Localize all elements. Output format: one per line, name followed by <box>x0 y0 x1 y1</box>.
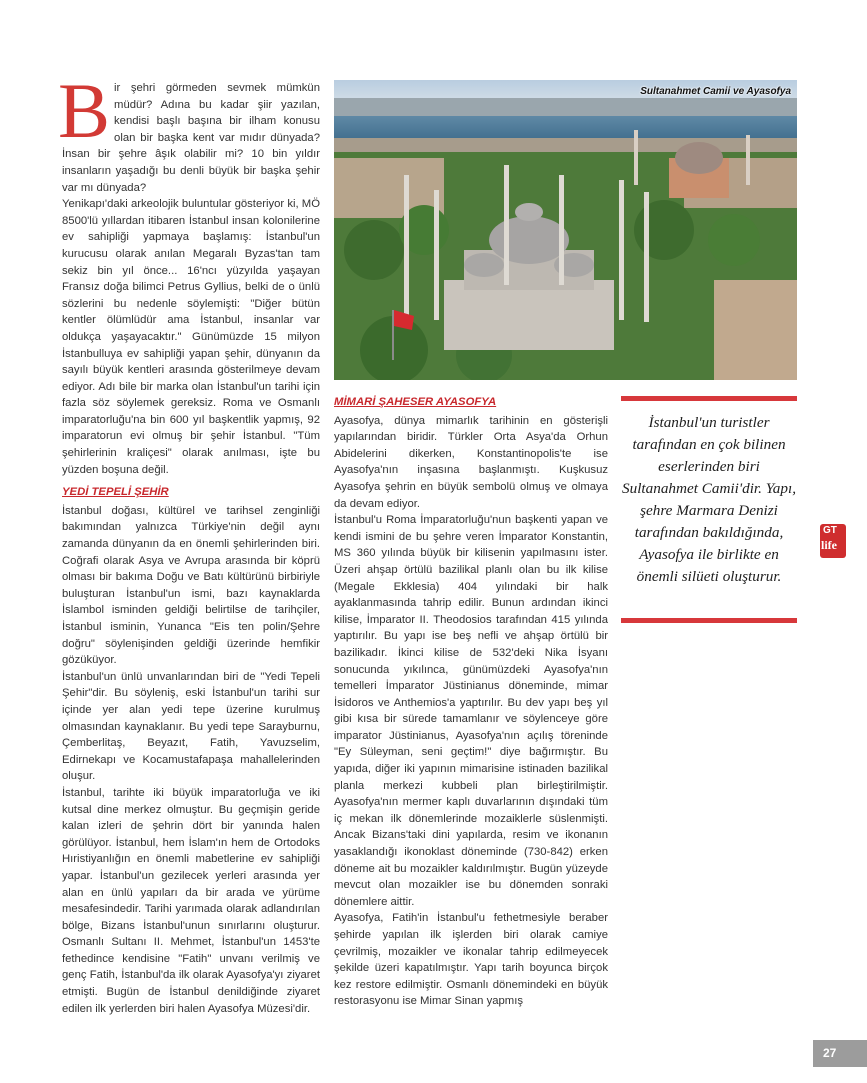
section-heading-ayasofya: MİMARİ ŞAHESER AYASOFYA <box>334 396 497 408</box>
photo-illustration <box>334 80 797 380</box>
pull-quote: İstanbul'un turistler tarafından en çok bilinen eserlerinden biri Sultanahmet Camii'dir. Yapı, şehre Marmara Denizi tarafından bakıldığında, Ayasofya ile birlikte en önemli silüeti oluşturur. <box>622 414 796 585</box>
quote-bottom-bar <box>621 618 797 623</box>
logo-top-text: GT <box>823 525 837 536</box>
paragraph: İstanbul'u Roma İmparatorluğu'nun başkenti yapan ve kendi ismini de bu şehre veren İmparator Konstantin, MS 360 yılında büyük bir kilisenin yapılmasını ister. Üzeri ahşap örtülü bazilikal planlı olan bu ilk kilise (Megale Ekklesia) 404 yılındaki bir halk ayaklanmasında tahrip edilir. Bunun ardından ikinci kilise, İmparator II. Theodosios tarafından 415 yılında yaptırılır. Bu yapı ise beş nefli ve ahşap örtülü bir bazilikadır. İkinci kilise de 532'deki Nika İsyanı sonucunda yıkılınca, günümüzdeki Ayasofya'nın temelleri İmparator Jüstinianus döneminde, mimar İsidoros ve Anthemios'a yaptırılır. Bu dev yapı beş yıl gibi kısa bir sürede tamamlanır ve söylenceye göre imparator Jüstinianus, Ayasofya'nın açılış töreninde "Ey Süleyman, seni geçtim!" diye bağırmıştır. Bu yapıda, diğer iki yapının mimarisine istinaden bazilikal planla merkezi kubbeli plan birleştirilmiştir. Ayasofya'nın mermer kaplı duvarlarının dışındaki tüm iç mekan ilk dönemlerinde mozaiklerle süslenmişti. Ancak Bizans'taki dini yapılarda, resim ve ikonanın yasaklandığı ikonoklast döneminde (730-842) erken döneme ait bu mozaikler kaldırılmıştır. Bugün yüzeyde mevcut olan mozaikler ise bu dönemden sonraki dönemlere aittir. <box>334 514 608 908</box>
magazine-logo <box>820 524 846 558</box>
paragraph: İstanbul doğası, kültürel ve tarihsel zenginliği bakımından yalnızca Türkiye'nin değil aynı zamanda dünyanın da en önemli şehirlerinden biri. Coğrafi olarak Asya ve Avrupa arasında bir köprü olması bir bakıma Doğu ve Batı kültürünü birbiriyle buluşturan İstanbul'un ismi, bazı kaynaklarda İslambol isminden geldiği belirtilse de tarihçiler, İstanbul isminin, Yunanca "Eis ten polin/Şehre doğru" söylenişinden geldiği üzerinde hemfikir gözüküyor. <box>62 504 320 667</box>
paragraph: İstanbul'un ünlü unvanlarından biri de "Yedi Tepeli Şehir"dir. Bu söyleniş, eski İstanbul'un tarihi sur içinde yer alan yedi tepe üzerine kurulmuş olmasından kaynaklanır. Bu yedi tepe Sarayburnu, Çemberlitaş, Beyazıt, Fatih, Yavuzselim, Edirnekapı ve Kocamustafapaşa mahallelerinden oluşur. <box>62 670 320 783</box>
intro-paragraph: ir şehri görmeden sevmek mümkün müdür? Adına bu kadar şiir yazılan, kendisi başlı başına bir ilham konusu olan bir başka kent var mıdır dünyada? İnsan bir şehre âşık olabilir mi? 10 bin yıldır insanların yaşadığı bu denli büyük bir başka şehir var mı dünyada? <box>62 82 320 194</box>
paragraph: Ayasofya, Fatih'in İstanbul'u fethetmesiyle beraber şehirde yapılan ilk işlerden biri olarak camiye çevrilmiş, mozaikler ve ikonalar tahrip edilmeyecek şekilde üzeri kapatılmıştır. Yapı tarih boyunca birçok kez restore edilmiştir. Osmanlı dönemindeki en büyük restorasyonu ise Mimar Sinan yapmış <box>334 912 608 1008</box>
quote-top-bar <box>621 396 797 401</box>
paragraph: İstanbul, tarihte iki büyük imparatorluğa ve iki kutsal dine merkez olmuştur. Bu geçmişin geride kalan izleri de şehrin dört bir yanında halen görülüyor. İstanbul, hem İslam'ın hem de Ortodoks Hıristiyanlığın en önemli mabetlerine ev sahipliği yapar. İstanbul'un gezilecek yerleri arasında yer alan en ünlü yapıları da bir arada ve yürüme mesafesindedir. Tarihi yarımada olarak adlandırılan bölge, Bizans İstanbul'unun sınırlarını oluşturur. Osmanlı Sultanı II. Mehmet, İstanbul'un 1453'te fethedince kendisine "Fatih" unvanı verilmiş ve genç Fatih, İstanbul'da ilk olarak Ayasofya'yı ziyaret etmişti. Bugün de İstanbul denildiğinde ziyaret edilen ilk yerlerden biri halen Ayasofya Müzesi'dir. <box>62 786 320 1015</box>
paragraph: Yenikapı'daki arkeolojik buluntular gösteriyor ki, MÖ 8500'lü yıllardan itibaren İstanbul insan kolonilerine ev sahipliği yapmaya başlamış: İstanbul'un kurucusu olarak anılan Megaralı Byzas'tan tam sekiz bin yıl önce... 16'ncı yüzyılda yaşayan Fransız doğa bilimci Petrus Gyllius, belki de o ünlü sözlerini bu nedenle söylemişti: "Diğer bütün kentler ölümlüdür ama İstanbul, insanlar var oldukça yaşayacaktır." Günümüzde 15 milyon İstanbulluya ev sahipliği yapan şehir, dünyanın da sayılı büyük kentleri arasında gösterilmeye devam ediyor. Adı bile bir marka olan İstanbul'un tarihi için fazla söz söylemek gereksiz. Roma ve Osmanlı imparatorluğu'na bin 600 yıl başkentlik yapmış, 92 imparatorun evi olmuş bir şehir İstanbul. "Tüm şehirlerinin kraliçesi" olarak anılması, işte bu yüzden boşuna değil. <box>62 198 320 476</box>
logo-bottom-text: life <box>821 538 837 552</box>
istanbul-photo <box>334 80 797 380</box>
page-number: 27 <box>813 1040 867 1067</box>
article-column-left <box>58 67 320 1017</box>
photo-caption: Sultanahmet Camii ve Ayasofya <box>640 86 791 97</box>
article-column-right <box>334 394 608 1010</box>
paragraph: Ayasofya, dünya mimarlık tarihinin en gösterişli yapılarından biridir. Türkler Orta Asya'da Orhun Abidelerini dikerken, Konstantinopolis'te ise Ayasofya'nın inşasına başlanmıştı. Kuşkusuz Ayasofya şehrin en büyük sembolü olmuş ve olmaya da devam ediyor. <box>334 414 608 510</box>
section-heading-yedi-tepeli: YEDİ TEPELİ ŞEHİR <box>62 486 169 499</box>
drop-cap: B <box>58 67 111 154</box>
